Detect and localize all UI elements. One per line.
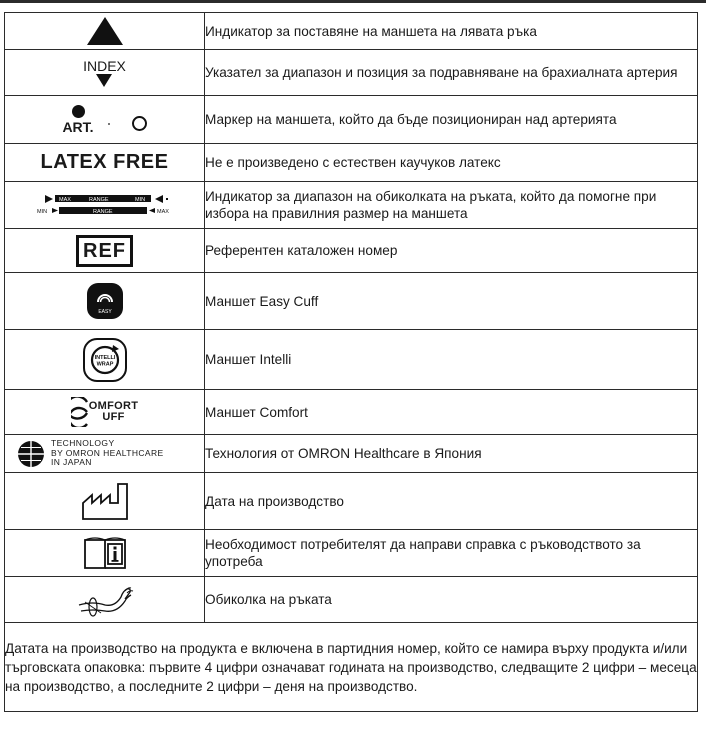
index-arrow-icon xyxy=(83,59,126,87)
row-description: Необходимост потребителят да направи справка с ръководството за употреба xyxy=(205,530,698,577)
omron-japan-icon xyxy=(17,439,164,468)
ref-icon: REF xyxy=(76,235,133,267)
icon-cell xyxy=(5,530,205,577)
table-row xyxy=(5,50,698,96)
comfort-cuff-icon xyxy=(71,397,138,427)
tech-line-3: IN JAPAN xyxy=(51,457,92,468)
cuff-label: UFF xyxy=(102,411,125,423)
icon-cell xyxy=(5,96,205,144)
tech-line-1: TECHNOLOGY xyxy=(51,438,115,449)
row-description: Маншет Comfort xyxy=(205,390,698,435)
svg-text:WRAP: WRAP xyxy=(96,361,113,367)
table-row xyxy=(5,435,698,473)
table-row xyxy=(5,182,698,229)
manufacture-date-note: Датата на производство на продукта е включена в партидния номер, който се намира върху продукта и/или търговската опаковка: първите 4 цифри означават годината на производство, следващите 2 цифри – месеца на производство, а последните 2 цифри – деня на производство. xyxy=(5,623,698,712)
consult-instructions-icon xyxy=(83,536,127,570)
icon-cell xyxy=(5,144,205,182)
svg-text:RANGE: RANGE xyxy=(88,197,109,203)
table-row xyxy=(5,390,698,435)
table-row xyxy=(5,577,698,623)
svg-text:MIN: MIN xyxy=(36,209,47,215)
table-row xyxy=(5,623,698,712)
easy-cuff-icon xyxy=(85,281,125,321)
icon-cell xyxy=(5,473,205,530)
table-row xyxy=(5,530,698,577)
row-description: Маншет Intelli xyxy=(205,330,698,390)
arm-circumference-icon xyxy=(75,583,135,617)
icon-cell xyxy=(5,435,205,473)
row-description: Индикатор за поставяне на маншета на лявата ръка xyxy=(205,13,698,50)
row-description: Обиколка на ръката xyxy=(205,577,698,623)
row-description: Не е произведено с естествен каучуков латекс xyxy=(205,144,698,182)
table-row xyxy=(5,473,698,530)
triangle-up-icon xyxy=(85,16,125,46)
table-row xyxy=(5,13,698,50)
table-row xyxy=(5,273,698,330)
table-row xyxy=(5,229,698,273)
table-row xyxy=(5,330,698,390)
icon-cell xyxy=(5,229,205,273)
intelli-wrap-icon xyxy=(82,337,128,383)
row-description: Референтен каталожен номер xyxy=(205,229,698,273)
icon-cell xyxy=(5,273,205,330)
svg-text:MAX: MAX xyxy=(58,197,71,203)
row-description: Дата на производство xyxy=(205,473,698,530)
icon-cell xyxy=(5,330,205,390)
tech-line-2: BY OMRON HEALTHCARE xyxy=(51,447,164,458)
art-label: ART. xyxy=(62,118,94,135)
latex-free-icon: LATEX FREE xyxy=(40,151,169,173)
row-description: Маншет Easy Cuff xyxy=(205,273,698,330)
top-rule xyxy=(0,0,706,3)
icon-cell xyxy=(5,13,205,50)
comfort-label: OMFORT xyxy=(88,400,139,412)
row-description: Технология от OMRON Healthcare в Япония xyxy=(205,435,698,473)
range-indicator-icon xyxy=(35,192,175,218)
manufacture-date-icon xyxy=(80,481,130,521)
row-description: Маркер на маншета, който да бъде позициониран над артерията xyxy=(205,96,698,144)
svg-text:MAX: MAX xyxy=(156,209,169,215)
svg-text:RANGE: RANGE xyxy=(92,209,113,215)
table-row xyxy=(5,144,698,182)
icon-cell xyxy=(5,50,205,96)
symbols-table xyxy=(4,12,698,712)
icon-cell xyxy=(5,182,205,229)
row-description: Указател за диапазон и позиция за подравняване на брахиалната артерия xyxy=(205,50,698,96)
index-label: INDEX xyxy=(83,57,126,74)
svg-text:EASY: EASY xyxy=(97,309,112,315)
art-marker-icon xyxy=(62,105,146,135)
icon-cell xyxy=(5,390,205,435)
svg-text:INTELLI: INTELLI xyxy=(94,354,115,361)
icon-cell xyxy=(5,577,205,623)
row-description: Индикатор за диапазон на обиколката на ръката, който да помогне при избора на правилния размер на маншета xyxy=(205,182,698,229)
svg-text:MIN: MIN xyxy=(134,197,145,203)
table-row xyxy=(5,96,698,144)
